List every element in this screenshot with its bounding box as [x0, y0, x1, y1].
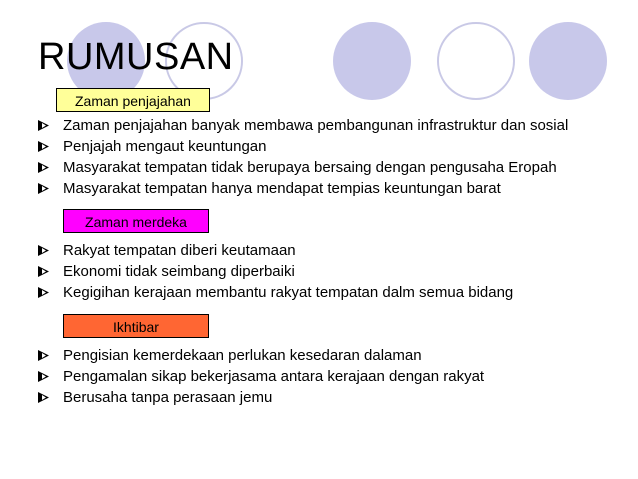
list-item — [38, 136, 568, 157]
bullet-text: Masyarakat tempatan hanya mendapat tempias keuntungan barat — [63, 180, 501, 197]
list-item — [38, 157, 568, 178]
bullet-arrow-icon — [38, 120, 49, 131]
bullet-text: Berusaha tanpa perasaan jemu — [63, 389, 273, 406]
list-item — [38, 261, 513, 282]
bullet-arrow-icon — [38, 287, 49, 298]
bullet-arrow-icon — [38, 245, 49, 256]
section-heading-ikhtibar: Ikhtibar — [63, 314, 209, 338]
bullet-arrow-icon — [38, 141, 49, 152]
list-item — [38, 366, 484, 387]
bullet-text: Pengisian kemerdekaan perlukan kesedaran dalaman — [63, 347, 422, 364]
bullet-list-zaman-penjajahan — [38, 115, 568, 199]
bullet-text: Rakyat tempatan diberi keutamaan — [63, 242, 296, 259]
list-item — [38, 240, 513, 261]
section-heading-zaman-penjajahan: Zaman penjajahan — [56, 88, 210, 112]
list-item — [38, 178, 568, 199]
section-heading-zaman-merdeka: Zaman merdeka — [63, 209, 209, 233]
list-item — [38, 345, 484, 366]
bullet-text: Zaman penjajahan banyak membawa pembangunan infrastruktur dan sosial — [63, 117, 569, 134]
list-item — [38, 387, 484, 408]
decorative-circle-outline — [437, 22, 515, 100]
bullet-arrow-icon — [38, 162, 49, 173]
decorative-circle — [529, 22, 607, 100]
bullet-text: Masyarakat tempatan tidak berupaya bersaing dengan pengusaha Eropah — [63, 159, 557, 176]
bullet-arrow-icon — [38, 266, 49, 277]
bullet-list-zaman-merdeka — [38, 240, 513, 303]
list-item — [38, 282, 513, 303]
bullet-arrow-icon — [38, 371, 49, 382]
bullet-text: Penjajah mengaut keuntungan — [63, 138, 267, 155]
bullet-arrow-icon — [38, 183, 49, 194]
bullet-text: Ekonomi tidak seimbang diperbaiki — [63, 263, 295, 280]
bullet-text: Pengamalan sikap bekerjasama antara kerajaan dengan rakyat — [63, 368, 485, 385]
list-item — [38, 115, 568, 136]
bullet-list-ikhtibar — [38, 345, 484, 408]
slide-title: RUMUSAN — [38, 36, 234, 78]
decorative-circle — [333, 22, 411, 100]
bullet-arrow-icon — [38, 350, 49, 361]
bullet-text: Kegigihan kerajaan membantu rakyat tempatan dalm semua bidang — [63, 284, 514, 301]
bullet-arrow-icon — [38, 392, 49, 403]
